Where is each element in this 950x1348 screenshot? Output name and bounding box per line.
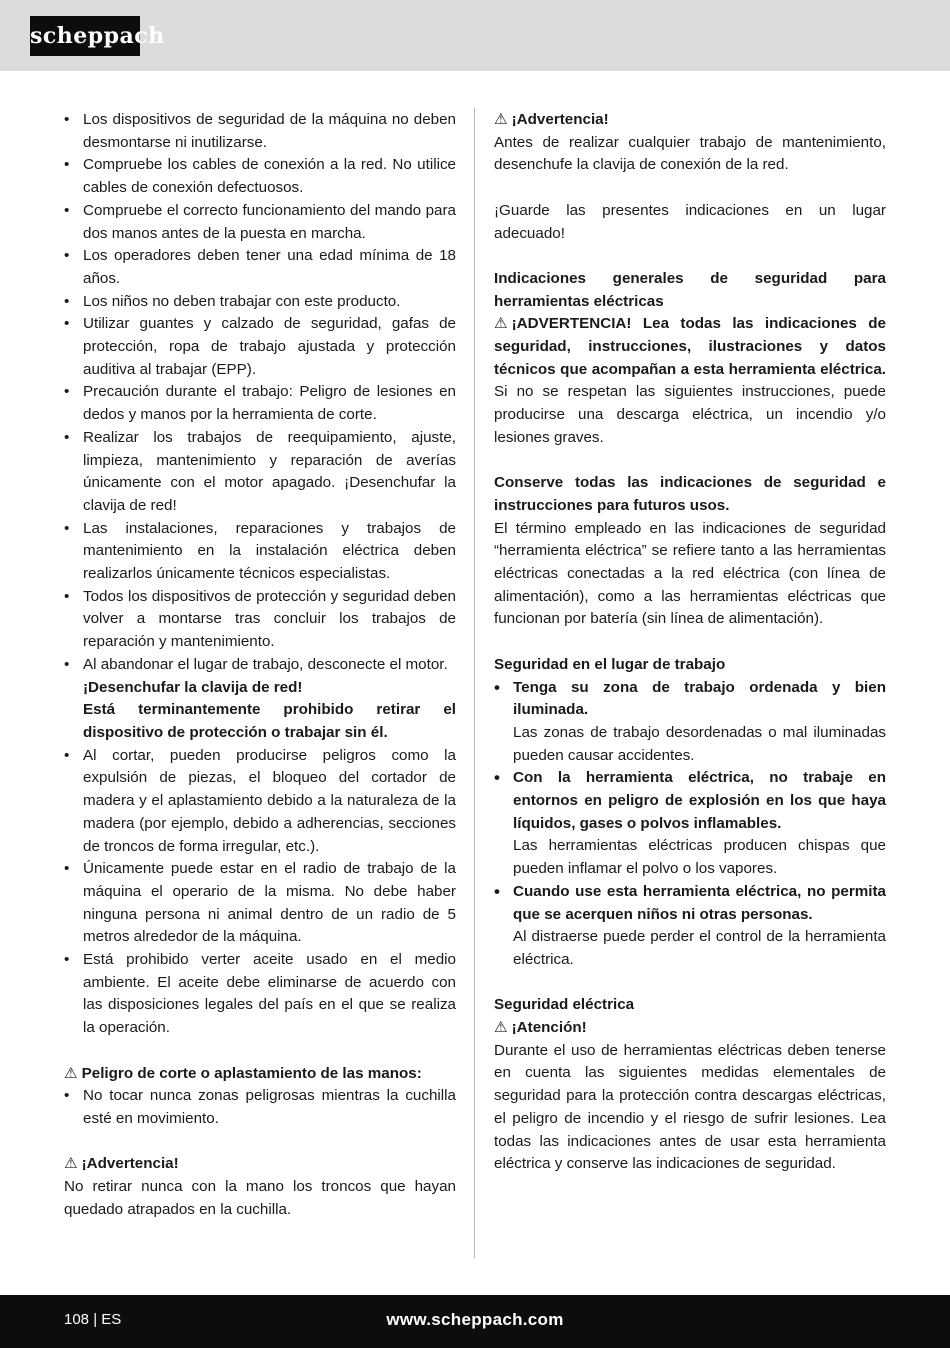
- cut-hazard-list: [64, 1085, 456, 1130]
- maintenance-warning-text: Antes de realizar cualquier trabajo de mantenimiento, desenchufe la clavija de conexión de la red.: [494, 133, 886, 174]
- website-link[interactable]: www.scheppach.com: [386, 1310, 564, 1329]
- warning-triangle-icon: ⚠: [64, 1064, 78, 1082]
- cut-hazard-heading: ⚠ Peligro de corte o aplastamiento de las manos:: [64, 1063, 456, 1086]
- list-item: • Utilizar guantes y calzado de seguridad, gafas de protección, ropa de trabajo ajustada y protección auditiva al trabajar (EPP).: [64, 313, 456, 381]
- list-item: • Las instalaciones, reparaciones y trabajos de mantenimiento en la instalación eléctrica deben realizarlos únicamente técnicos especialistas.: [64, 518, 456, 586]
- list-item: • No tocar nunca zonas peligrosas mientras la cuchilla esté en movimiento.: [64, 1085, 456, 1130]
- warning-text: No retirar nunca con la mano los troncos que hayan quedado atrapados en la cuchilla.: [64, 1178, 456, 1218]
- leave-workplace-text: Al abandonar el lugar de trabajo, desconecte el motor.: [83, 655, 448, 673]
- list-item: • Al cortar, pueden producirse peligros como la expulsión de piezas, el bloqueo del cortador de madera y el aplastamiento debido a la naturaleza de la madera (por ejemplo, debido a adherencias, secciones de troncos de forma irregular, etc.).: [64, 745, 456, 859]
- left-column: [64, 109, 456, 1221]
- list-item: • Los dispositivos de seguridad de la máquina no deben desmontarse ni inutilizarse.: [64, 109, 456, 154]
- attention-heading: ⚠ ¡Atención!: [494, 1017, 886, 1040]
- list-item: • Realizar los trabajos de reequipamiento, ajuste, limpieza, mantenimiento y reparación de averías únicamente con el motor apagado. ¡Desenchufar la clavija de red!: [64, 427, 456, 518]
- list-item: • Con la herramienta eléctrica, no trabaje en entornos en peligro de explosión en los que haya líquidos, gases o polvos inflamables. Las herramientas eléctricas producen chispas que pueden inflamar el polvo o los vapores.: [494, 767, 886, 881]
- list-item: • Cuando use esta herramienta eléctrica, no permita que se acerquen niños ni otras personas. Al distraerse puede perder el control de la herramienta eléctrica.: [494, 881, 886, 972]
- guard-prohibition-notice: Está terminantemente prohibido retirar el dispositivo de protección o trabajar sin él.: [83, 701, 456, 741]
- list-item: • Únicamente puede estar en el radio de trabajo de la máquina el operario de la misma. No debe haber ninguna persona ni animal dentro de un radio de 5 metros alrededor de la máquina.: [64, 858, 456, 949]
- workplace-safety-heading: Seguridad en el lugar de trabajo: [494, 655, 726, 673]
- list-item: • Tenga su zona de trabajo ordenada y bien iluminada. Las zonas de trabajo desordenadas o mal iluminadas pueden causar accidentes.: [494, 677, 886, 768]
- list-item: • Compruebe el correcto funcionamiento del mando para dos manos antes de la puesta en marcha.: [64, 200, 456, 245]
- maintenance-warning-heading: ⚠ ¡Advertencia!: [494, 109, 886, 132]
- workplace-safety-list: [494, 677, 886, 972]
- brand-logo: scheppach: [30, 16, 140, 56]
- electrical-safety-heading: Seguridad eléctrica: [494, 996, 635, 1014]
- general-safety-heading: Indicaciones generales de seguridad para herramientas eléctricas: [494, 269, 886, 310]
- page-header: [0, 0, 950, 71]
- warning-triangle-icon: ⚠: [64, 1155, 78, 1173]
- list-item: [64, 654, 456, 745]
- warning-heading: ⚠ ¡Advertencia!: [64, 1153, 456, 1176]
- list-item: • Precaución durante el trabajo: Peligro de lesiones en dedos y manos por la herramienta de corte.: [64, 381, 456, 426]
- list-item: • Los niños no deben trabajar con este producto.: [64, 291, 456, 314]
- conserve-text: El término empleado en las indicaciones de seguridad “herramienta eléctrica” se refiere tanto a las herramientas eléctricas conectadas a la red eléctrica (con línea de alimentación), como a las herramientas eléctricas que funcionan por batería (sin línea de alimentación).: [494, 519, 886, 628]
- page-footer: [0, 1295, 950, 1348]
- list-item: • Está prohibido verter aceite usado en el medio ambiente. El aceite debe eliminarse de acuerdo con las disposiciones legales del país en el que se realiza la operación.: [64, 949, 456, 1040]
- conserve-heading: Conserve todas las indicaciones de seguridad e instrucciones para futuros usos.: [494, 474, 886, 514]
- list-item: • Todos los dispositivos de protección y seguridad deben volver a montarse tras concluir los trabajos de reparación y mantenimiento.: [64, 586, 456, 654]
- warning-triangle-icon: ⚠: [494, 111, 508, 128]
- keep-instructions-text: ¡Guarde las presentes indicaciones en un lugar adecuado!: [494, 201, 886, 242]
- safety-list-1: [64, 109, 456, 1040]
- unplug-notice: ¡Desenchufar la clavija de red!: [83, 678, 303, 696]
- right-column: [494, 109, 886, 1176]
- page-number: 108 | ES: [64, 1311, 122, 1328]
- list-item: • Los operadores deben tener una edad mínima de 18 años.: [64, 245, 456, 290]
- warning-triangle-icon: ⚠: [494, 315, 508, 333]
- electrical-safety-text: Durante el uso de herramientas eléctricas deben tenerse en cuenta las siguientes medidas elementales de seguridad para la protección contra descargas eléctricas, el peligro de incendio y el riesgo de sufrir lesiones. Lea todas las indicaciones antes de usar esta herramienta eléctrica y conserve las indicaciones de seguridad.: [494, 1041, 886, 1173]
- list-item: • Compruebe los cables de conexión a la red. No utilice cables de conexión defectuosos.: [64, 154, 456, 199]
- warning-triangle-icon: ⚠: [494, 1019, 508, 1037]
- column-divider: [474, 108, 475, 1258]
- general-safety-warning: ⚠ ¡ADVERTENCIA! Lea todas las indicaciones de seguridad, instrucciones, ilustraciones y datos técnicos que acompañan a esta herramienta eléctrica. Si no se respetan las siguientes instrucciones, puede producirse una descarga eléctrica, un incendio y/o lesiones graves.: [494, 315, 886, 446]
